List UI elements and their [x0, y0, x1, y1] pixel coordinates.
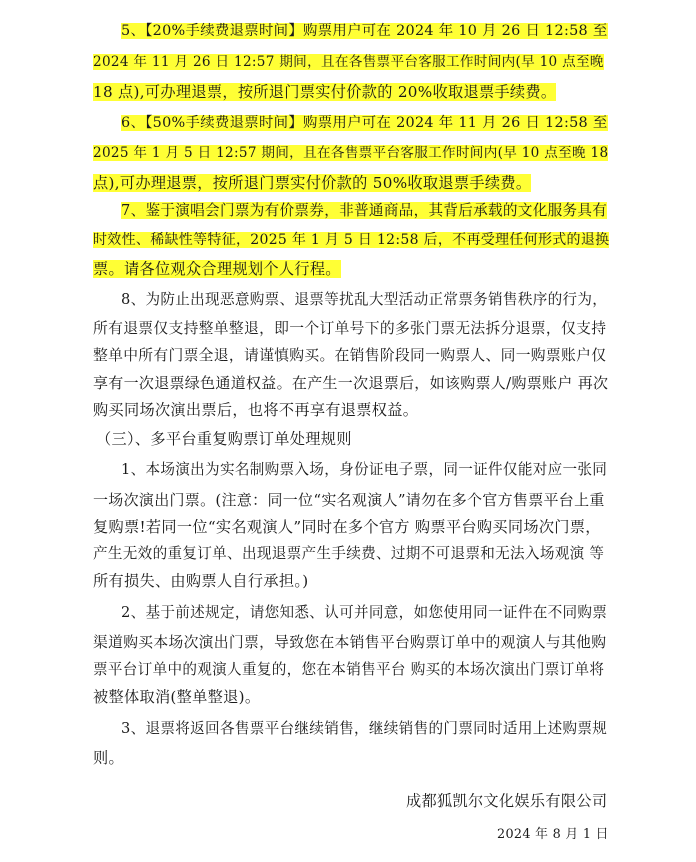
paragraph-8-line-5: 购买同场次演出票后，也将不再享有退票权益。 — [93, 401, 419, 419]
paragraph-8-line-1: 8、为防止出现恶意购票、退票等扰乱大型活动正常票务销售秩序的行为， — [121, 291, 608, 308]
paragraph-5-line-1: 5、【20%手续费退票时间】购票用户可在 2024 年 10 月 26 日 12:58 至 — [121, 23, 608, 39]
paragraph-7-line-1: 7、鉴于演唱会门票为有价票券，非普通商品，其背后承载的文化服务具有 — [121, 202, 608, 219]
paragraph-5-line-2: 2024 年 11 月 26 日 12:57 期间，且在各售票平台客服工作时间内(早 10 点至晚 — [93, 54, 604, 70]
rule-2-line-4: 被整体取消(整单整退)。 — [93, 688, 261, 706]
paragraph-8-line-3: 整单中所有门票全退，请谨慎购买。在销售阶段同一购票人、同一购票账户仅 — [93, 347, 607, 364]
rule-2-line-1: 2、基于前述规定，请您知悉、认可并同意，如您使用同一证件在不同购票 — [121, 604, 608, 621]
rule-1-line-1: 1、本场演出为实名制购票入场，身份证电子票，同一证件仅能对应一张同 — [121, 461, 608, 478]
paragraph-6-line-1: 6、【50%手续费退票时间】购票用户可在 2024 年 11 月 26 日 12:58 至 — [121, 115, 608, 131]
company-signature: 成都狐凯尔文化娱乐有限公司 — [406, 792, 608, 810]
rule-1-line-2: 一场次演出门票。(注意：同一位“实名观演人”请勿在多个官方售票平台上重 — [93, 491, 605, 509]
rule-2-line-3: 票平台订单中的观演人重复的，您在本销售平台 购买的本场次演出门票订单将 — [93, 661, 605, 678]
section-heading: （三）、多平台重复购票订单处理规则 — [96, 430, 352, 448]
paragraph-7-line-3: 票。请各位观众合理规划个人行程。 — [93, 260, 341, 278]
rule-1-line-5: 所有损失、由购票人自行承担。) — [93, 572, 309, 590]
rule-3-line-1: 3、退票将返回各售票平台继续销售，继续销售的门票同时适用上述购票规 — [121, 720, 608, 737]
rule-1-line-4: 产生无效的重复订单、出现退票产生手续费、过期不可退票和无法入场观演 等 — [93, 545, 605, 562]
paragraph-6-line-2: 2025 年 1 月 5 日 12:57 期间，且在各售票平台客服工作时间内(早 10 点至晚 18 — [93, 145, 609, 161]
rule-3-line-2: 则。 — [93, 749, 124, 767]
paragraph-8-line-4: 享有一次退票绿色通道权益。在产生一次退票后，如该购票人/购票账户 再次 — [93, 374, 609, 392]
document-date: 2024 年 8 月 1 日 — [497, 827, 609, 842]
paragraph-5-line-3: 18 点),可办理退票，按所退门票实付价款的 20%收取退票手续费。 — [93, 83, 557, 101]
paragraph-6-line-3: 点),可办理退票，按所退门票实付价款的 50%收取退票手续费。 — [93, 174, 532, 192]
rule-1-line-3: 复购票!若同一位“实名观演人”同时在多个官方 购票平台购买同场次门票， — [93, 518, 601, 536]
paragraph-7-line-2: 时效性、稀缺性等特征，2025 年 1 月 5 日 12:58 后，不再受理任何形式的退换 — [93, 232, 610, 248]
paragraph-8-line-2: 所有退票仅支持整单整退，即一个订单号下的多张门票无法拆分退票，仅支持 — [93, 320, 607, 337]
rule-2-line-2: 渠道购买本场次演出门票，导致您在本销售平台购票订单中的观演人与其他购 — [93, 634, 607, 651]
